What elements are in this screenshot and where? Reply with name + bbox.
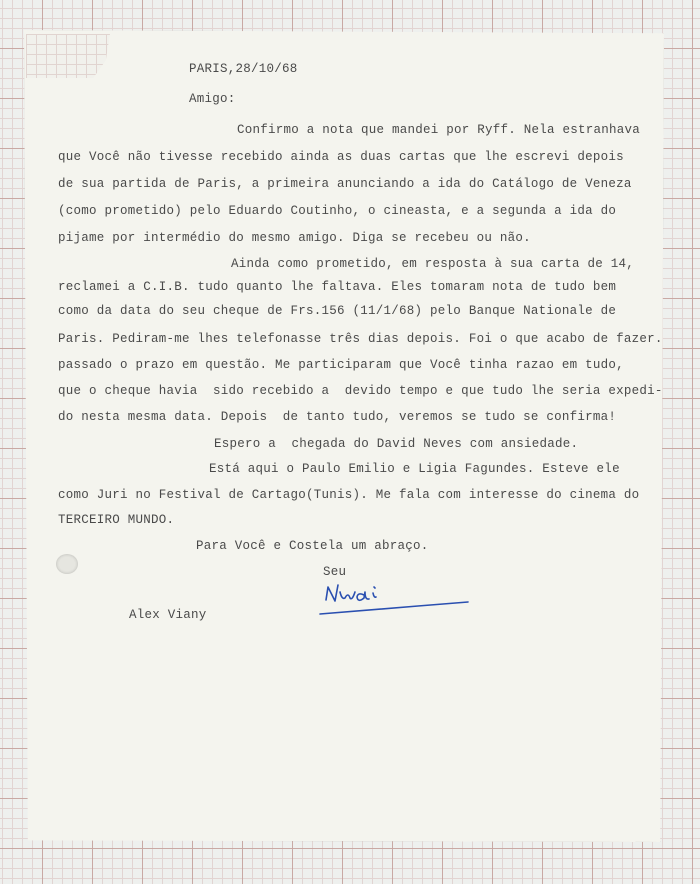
letter-line: que Você não tivesse recebido ainda as duas cartas que lhe escrevi depois xyxy=(58,150,624,164)
letter-line: Para Você e Costela um abraço. xyxy=(196,539,429,553)
letter-line: do nesta mesma data. Depois de tanto tudo, veremos se tudo se confirma! xyxy=(58,410,617,424)
salutation: Amigo: xyxy=(189,92,236,106)
punch-hole xyxy=(56,554,78,574)
letter-line: que o cheque havia sido recebido a devido tempo e que tudo lhe seria expedi- xyxy=(58,384,663,398)
signature-image xyxy=(318,574,474,622)
letter-line: Espero a chegada do David Neves com ansiedade. xyxy=(214,437,579,451)
letter-line: passado o prazo em questão. Me participaram que Você tinha razao em tudo, xyxy=(58,358,624,372)
letter-line: Confirmo a nota que mandei por Ryff. Nela estranhava xyxy=(237,123,641,137)
torn-corner xyxy=(26,34,110,78)
letter-line: TERCEIRO MUNDO. xyxy=(58,513,175,527)
place-date: PARIS,28/10/68 xyxy=(189,62,298,76)
letter-line: Está aqui o Paulo Emilio e Ligia Fagundes. Esteve ele xyxy=(209,462,620,476)
letter-line: de sua partida de Paris, a primeira anunciando a ida do Catálogo de Veneza xyxy=(58,177,632,191)
addressee: Alex Viany xyxy=(129,608,207,622)
letter-line: como Juri no Festival de Cartago(Tunis). Me fala com interesse do cinema do xyxy=(58,488,640,502)
letter-line: como da data do seu cheque de Frs.156 (11/1/68) pelo Banque Nationale de xyxy=(58,304,617,318)
letter-line: reclamei a C.I.B. tudo quanto lhe faltava. Eles tomaram nota de tudo bem xyxy=(58,280,617,294)
letter-line: pijame por intermédio do mesmo amigo. Diga se recebeu ou não. xyxy=(58,231,531,245)
letter-line: Paris. Pediram-me lhes telefonasse três dias depois. Foi o que acabo de fazer. xyxy=(58,332,663,346)
closing: Seu xyxy=(323,565,347,579)
letter-line: (como prometido) pelo Eduardo Coutinho, o cineasta, e a segunda a ida do xyxy=(58,204,617,218)
letter-line: Ainda como prometido, em resposta à sua carta de 14, xyxy=(231,257,635,271)
